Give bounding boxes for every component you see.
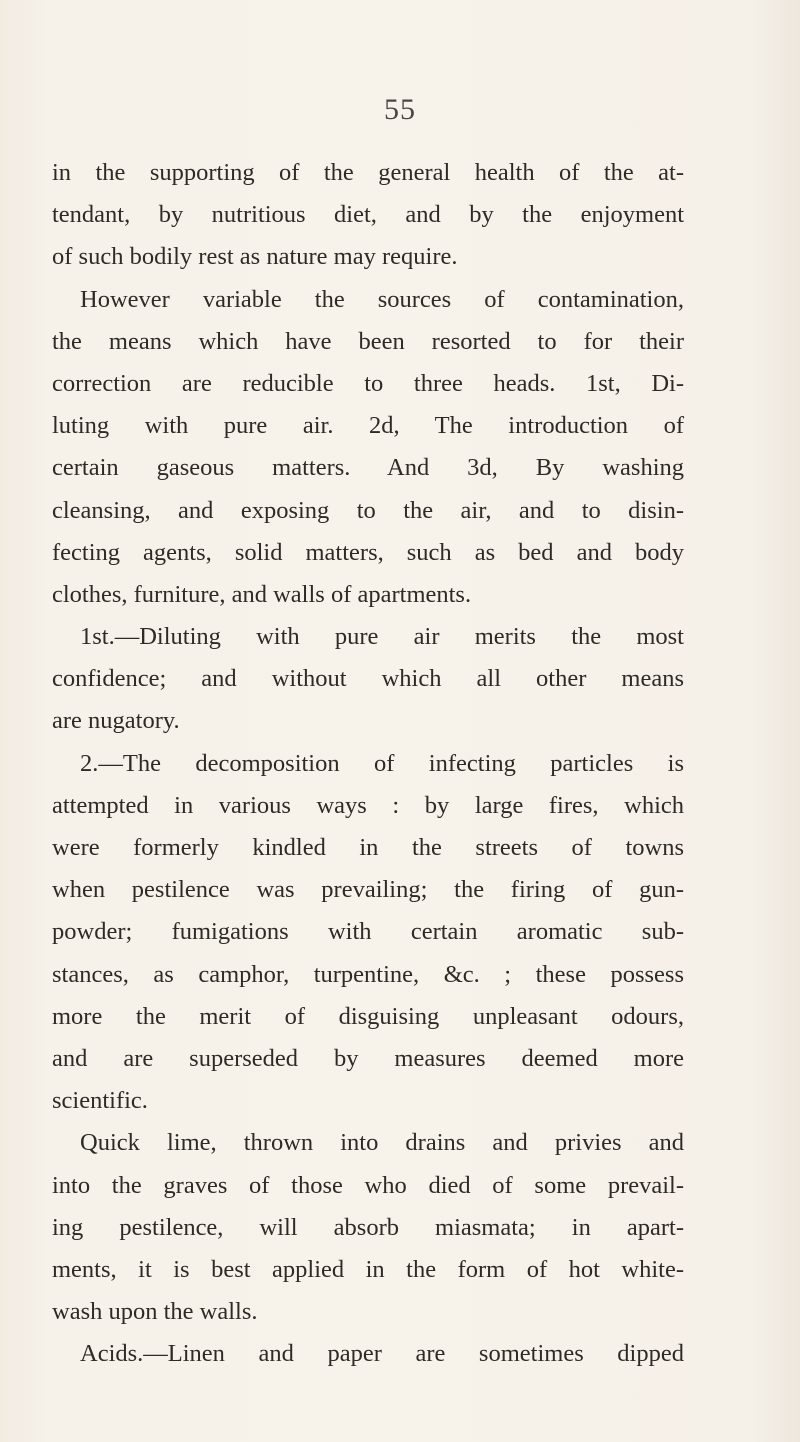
text-line: when pestilence was prevailing; the firing of gun- bbox=[52, 876, 684, 904]
paragraph-start-line: However variable the sources of contamination, bbox=[80, 285, 684, 313]
text-line: the means which have been resorted to for their bbox=[52, 327, 684, 355]
text-line: luting with pure air. 2d, The introduction of bbox=[52, 412, 684, 440]
page-number: 55 bbox=[384, 93, 416, 126]
text-line: wash upon the walls. bbox=[52, 1298, 258, 1326]
text-line: cleansing, and exposing to the air, and to disin- bbox=[52, 496, 684, 524]
text-line: are nugatory. bbox=[52, 707, 180, 735]
text-line: certain gaseous matters. And 3d, By washing bbox=[52, 454, 684, 482]
paragraph-start-line: Quick lime, thrown into drains and privies and bbox=[80, 1129, 684, 1157]
text-line: confidence; and without which all other means bbox=[52, 665, 684, 693]
text-line: ing pestilence, will absorb miasmata; in apart- bbox=[52, 1213, 684, 1241]
paragraph-start-line: 2.—The decomposition of infecting particles is bbox=[80, 749, 684, 777]
body-text bbox=[52, 152, 684, 1375]
text-line: tendant, by nutritious diet, and by the enjoyment bbox=[52, 201, 684, 229]
text-line: powder; fumigations with certain aromatic sub- bbox=[52, 918, 684, 946]
text-line: were formerly kindled in the streets of towns bbox=[52, 834, 684, 861]
text-line: more the merit of disguising unpleasant odours, bbox=[52, 1002, 684, 1030]
text-line: in the supporting of the general health of the at- bbox=[52, 159, 684, 186]
text-line: correction are reducible to three heads. 1st, Di- bbox=[52, 369, 684, 397]
text-line: scientific. bbox=[52, 1087, 148, 1115]
paragraph-start-line: Acids.—Linen and paper are sometimes dipped bbox=[80, 1340, 684, 1368]
paragraph-start-line: 1st.—Diluting with pure air merits the most bbox=[80, 623, 684, 651]
text-line: into the graves of those who died of some prevail- bbox=[52, 1171, 684, 1199]
text-line: clothes, furniture, and walls of apartments. bbox=[52, 580, 472, 608]
text-line: fecting agents, solid matters, such as bed and body bbox=[52, 538, 684, 566]
text-line: of such bodily rest as nature may require. bbox=[52, 243, 458, 271]
text-line: stances, as camphor, turpentine, &c. ; these possess bbox=[52, 960, 684, 988]
text-line: and are superseded by measures deemed more bbox=[52, 1044, 684, 1072]
text-line: ments, it is best applied in the form of hot white- bbox=[52, 1255, 684, 1283]
text-line: attempted in various ways : by large fires, which bbox=[52, 791, 684, 819]
